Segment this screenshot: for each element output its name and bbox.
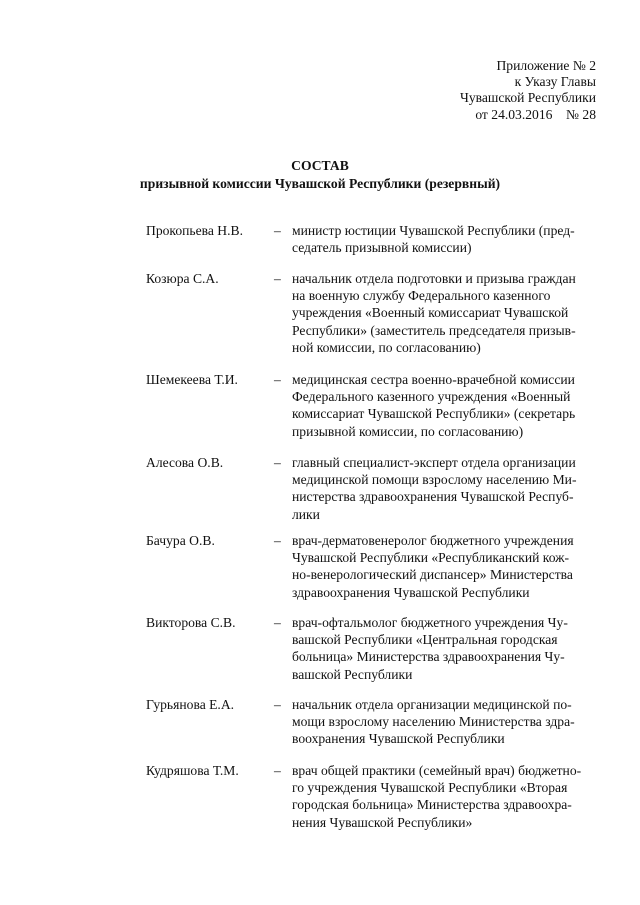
- member-role: [292, 532, 596, 614]
- title-main: СОСТАВ: [291, 158, 349, 173]
- member-role: [292, 614, 596, 696]
- member-role: [292, 696, 596, 762]
- member-row: [146, 696, 596, 762]
- member-row: [146, 270, 596, 371]
- member-name: Гурьянова Е.А.: [146, 697, 235, 712]
- member-name: Кудряшова Т.М.: [146, 763, 239, 778]
- member-row: [146, 371, 596, 454]
- member-role-line: го учреждения Чувашской Республики «Вторая: [292, 780, 568, 796]
- member-role: [292, 371, 596, 454]
- member-role-line: но-венерологический диспансер» Министерства: [292, 567, 573, 583]
- member-role-line: Чувашской Республики «Республиканский кож-: [292, 550, 570, 566]
- member-role-line: больница» Министерства здравоохранения Чу-: [292, 649, 565, 665]
- title-subtitle: призывной комиссии Чувашской Республики (резервный): [139, 176, 501, 191]
- member-role-line: главный специалист-эксперт отдела организации: [292, 455, 576, 470]
- appendix-line-decree: к Указу Главы: [514, 74, 596, 90]
- member-row: [146, 222, 596, 270]
- member-role: [292, 222, 596, 270]
- member-role-line: лики: [292, 506, 320, 522]
- member-name: Прокопьева Н.В.: [146, 223, 243, 238]
- member-role-line: вашской Республики «Центральная городская: [292, 632, 558, 648]
- member-role-line: врач-офтальмолог бюджетного учреждения Чу-: [292, 615, 568, 630]
- member-row: [146, 762, 596, 832]
- members-list: [146, 222, 596, 832]
- member-role-line: медицинская сестра военно-врачебной комиссии: [292, 372, 575, 387]
- member-dash: –: [274, 533, 281, 548]
- member-role-line: начальник отдела организации медицинской по-: [292, 697, 572, 712]
- document-title: [0, 157, 640, 193]
- member-dash: –: [274, 615, 281, 630]
- appendix-line-date: от 24.03.2016 № 28: [475, 106, 596, 122]
- appendix-line-number: Приложение № 2: [496, 58, 596, 73]
- member-name: Бачура О.В.: [146, 533, 215, 548]
- member-role: [292, 762, 596, 832]
- member-row: [146, 614, 596, 696]
- member-row: [146, 532, 596, 614]
- member-role-line: нистерства здравоохранения Чувашской Респуб-: [292, 489, 574, 505]
- member-role-line: Федерального казенного учреждения «Военный: [292, 389, 571, 405]
- member-role-line: вашской Республики: [292, 666, 413, 682]
- appendix-line-republic: Чувашской Республики: [460, 90, 596, 106]
- member-role-line: здравоохранения Чувашской Республики: [292, 584, 530, 600]
- member-role-line: учреждения «Военный комиссариат Чувашской: [292, 305, 569, 321]
- member-row: [146, 454, 596, 532]
- member-name: Козюра С.А.: [146, 271, 219, 286]
- member-role: [292, 270, 596, 371]
- member-role: [292, 454, 596, 532]
- appendix-header: [420, 58, 596, 123]
- member-role-line: нения Чувашской Республики»: [292, 814, 473, 830]
- member-role-line: городская больница» Министерства здравоохра-: [292, 797, 572, 813]
- member-role-line: седатель призывной комиссии): [292, 240, 472, 256]
- member-dash: –: [274, 455, 281, 470]
- member-name: Алесова О.В.: [146, 455, 224, 470]
- member-role-line: министр юстиции Чувашской Республики (пред-: [292, 223, 575, 238]
- member-role-line: начальник отдела подготовки и призыва граждан: [292, 271, 576, 286]
- member-role-line: врач-дерматовенеролог бюджетного учреждения: [292, 533, 574, 548]
- member-dash: –: [274, 223, 281, 238]
- member-role-line: мощи взрослому населению Министерства здра-: [292, 714, 575, 730]
- member-name: Викторова С.В.: [146, 615, 236, 630]
- member-role-line: врач общей практики (семейный врач) бюджетно-: [292, 763, 582, 778]
- member-name: Шемекеева Т.И.: [146, 372, 238, 387]
- member-dash: –: [274, 372, 281, 387]
- member-role-line: комиссариат Чувашской Республики» (секретарь: [292, 406, 576, 422]
- member-role-line: призывной комиссии, по согласованию): [292, 423, 524, 439]
- member-dash: –: [274, 271, 281, 286]
- member-dash: –: [274, 697, 281, 712]
- member-role-line: медицинской помощи взрослому населению Ми-: [292, 472, 577, 488]
- member-role-line: ной комиссии, по согласованию): [292, 339, 481, 355]
- member-role-line: на военную службу Федерального казенного: [292, 288, 551, 304]
- member-role-line: Республики» (заместитель председателя призыв-: [292, 322, 576, 338]
- member-dash: –: [274, 763, 281, 778]
- member-role-line: воохранения Чувашской Республики: [292, 731, 505, 747]
